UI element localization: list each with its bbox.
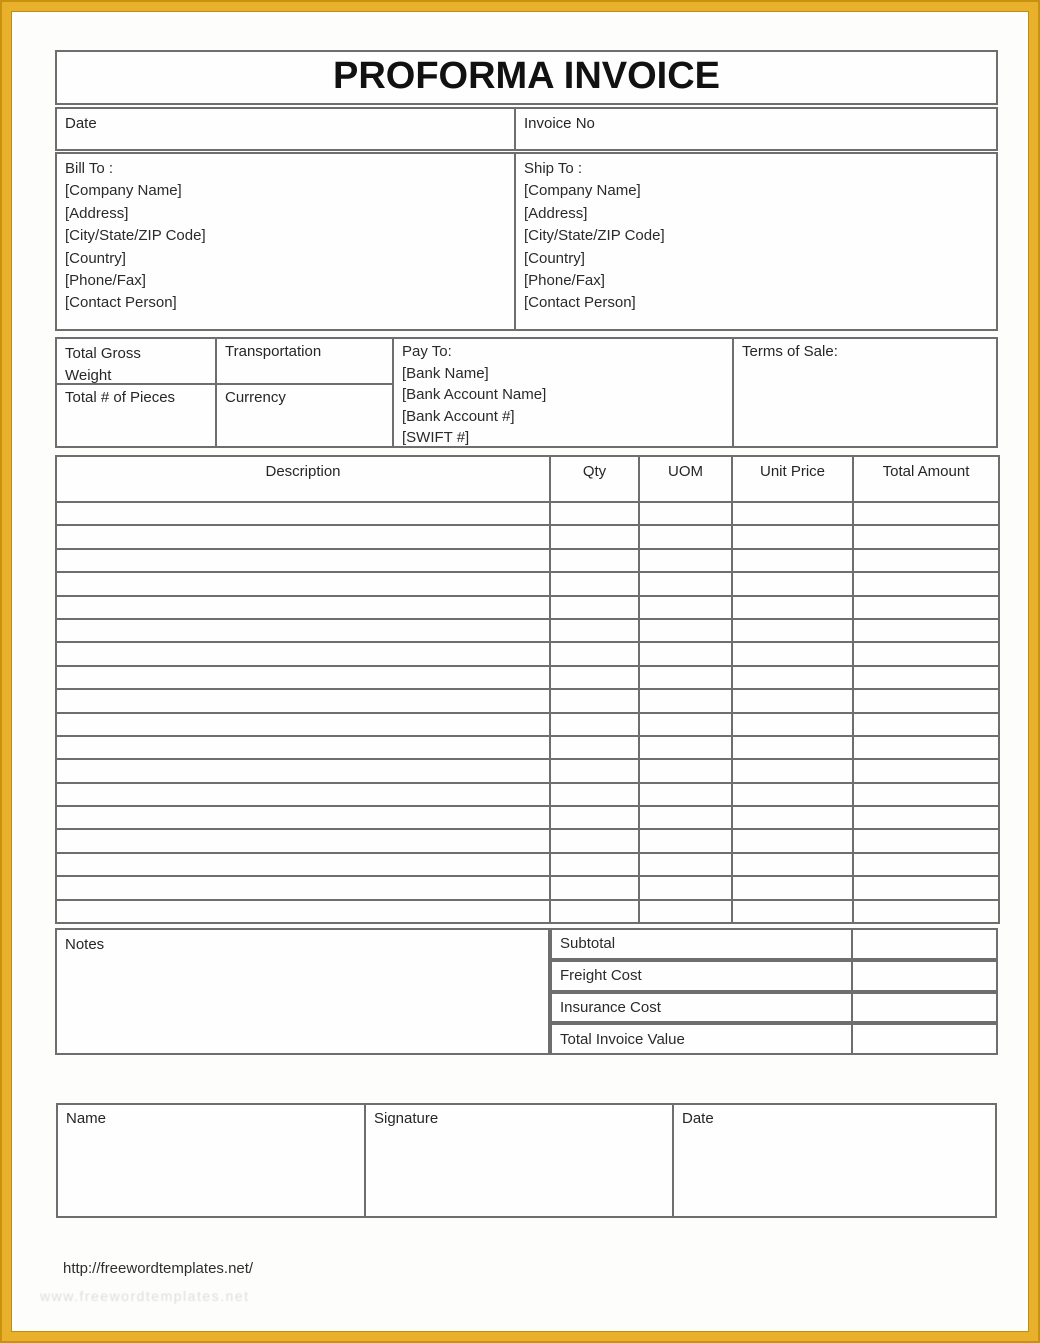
pay-to-block (394, 339, 734, 446)
totals-label: Freight Cost (560, 967, 642, 985)
item-cell (550, 619, 639, 642)
item-cell (56, 759, 550, 782)
item-cell (56, 572, 550, 595)
item-cell (550, 713, 639, 736)
bill-to-line: [Address] (65, 204, 129, 222)
total-gross-weight-label: Total Gross Weight (65, 345, 141, 384)
totals-row (550, 992, 998, 1024)
item-row (56, 876, 999, 899)
column-header-qty: Qty (550, 456, 639, 502)
notes-totals-section (55, 928, 998, 1055)
item-row (56, 783, 999, 806)
ship-to-line: [Address] (524, 204, 588, 222)
item-cell (550, 806, 639, 829)
pay-to-line: [Bank Account Name] (402, 386, 547, 404)
item-cell (550, 783, 639, 806)
item-cell (853, 783, 999, 806)
item-cell (639, 619, 732, 642)
notes-label: Notes (65, 936, 105, 953)
footer-url-link[interactable]: http://freewordtemplates.net/ (63, 1260, 254, 1277)
item-cell (853, 829, 999, 852)
item-cell (639, 689, 732, 712)
item-cell (550, 853, 639, 876)
pay-to-heading: Pay To: (402, 343, 452, 360)
watermark: www.freewordtemplates.net (40, 1288, 250, 1304)
signature-date-field (672, 1103, 997, 1218)
item-cell (639, 596, 732, 619)
item-cell (853, 853, 999, 876)
item-cell (639, 525, 732, 548)
item-cell (550, 759, 639, 782)
item-cell (639, 666, 732, 689)
title-box (55, 50, 998, 105)
ship-to-heading: Ship To : (524, 160, 583, 177)
bill-to-line: [Company Name] (65, 182, 182, 200)
transportation-field (217, 339, 392, 385)
shipment-section (55, 337, 998, 448)
item-cell (550, 666, 639, 689)
item-cell (853, 525, 999, 548)
transportation-label: Transportation (225, 343, 322, 360)
signature-section (56, 1103, 999, 1218)
item-cell (550, 736, 639, 759)
item-cell (550, 876, 639, 899)
total-pieces-field (57, 385, 215, 446)
totals-label: Subtotal (560, 935, 616, 953)
date-field (57, 109, 516, 149)
item-cell (732, 619, 853, 642)
item-row (56, 713, 999, 736)
item-cell (853, 900, 999, 923)
item-cell (56, 596, 550, 619)
ship-to-line: [Company Name] (524, 182, 641, 200)
items-header-row (56, 456, 999, 502)
item-cell (56, 876, 550, 899)
total-gross-weight-field (57, 339, 215, 385)
invoice-no-field (516, 109, 996, 149)
page-title: PROFORMA INVOICE (332, 55, 721, 97)
bill-to-heading: Bill To : (65, 160, 114, 177)
item-cell (639, 502, 732, 525)
item-cell (732, 783, 853, 806)
pay-to-line: [Bank Account #] (402, 407, 515, 425)
signature-label: Signature (374, 1110, 439, 1127)
item-cell (639, 549, 732, 572)
item-cell (732, 689, 853, 712)
item-cell (56, 783, 550, 806)
item-cell (56, 525, 550, 548)
signature-field (364, 1103, 674, 1218)
item-cell (639, 736, 732, 759)
item-cell (732, 900, 853, 923)
item-cell (56, 666, 550, 689)
currency-field (217, 385, 392, 446)
item-cell (550, 502, 639, 525)
terms-of-sale-label: Terms of Sale: (742, 343, 838, 360)
item-row (56, 806, 999, 829)
pay-to-line: [SWIFT #] (402, 429, 470, 447)
item-cell (639, 806, 732, 829)
item-row (56, 900, 999, 923)
item-row (56, 666, 999, 689)
item-cell (56, 713, 550, 736)
item-cell (56, 502, 550, 525)
item-cell (732, 759, 853, 782)
totals-value-cell (851, 994, 996, 1022)
pay-to-lines (402, 363, 724, 449)
item-cell (853, 619, 999, 642)
item-cell (732, 502, 853, 525)
item-cell (853, 572, 999, 595)
totals-value-cell (851, 962, 996, 990)
ship-to-line: [Country] (524, 249, 585, 267)
item-cell (56, 619, 550, 642)
item-cell (853, 666, 999, 689)
item-row (56, 829, 999, 852)
item-row (56, 853, 999, 876)
currency-label: Currency (225, 389, 286, 406)
item-row (56, 619, 999, 642)
item-cell (56, 853, 550, 876)
bill-to-line: [Phone/Fax] (65, 272, 146, 290)
totals-label: Total Invoice Value (560, 1030, 685, 1048)
item-cell (56, 642, 550, 665)
totals-value-cell (851, 1025, 996, 1053)
totals-row (550, 928, 998, 960)
item-cell (732, 572, 853, 595)
totals-row (550, 1023, 998, 1055)
item-cell (853, 876, 999, 899)
ship-to-block (516, 154, 996, 329)
item-cell (550, 689, 639, 712)
item-row (56, 525, 999, 548)
item-cell (639, 572, 732, 595)
item-row (56, 596, 999, 619)
item-cell (853, 736, 999, 759)
item-cell (853, 713, 999, 736)
item-cell (550, 525, 639, 548)
totals-label: Insurance Cost (560, 998, 661, 1016)
item-cell (550, 596, 639, 619)
bill-to-block (57, 154, 516, 329)
item-cell (732, 713, 853, 736)
item-cell (853, 806, 999, 829)
document-page (12, 12, 1028, 1331)
item-cell (853, 596, 999, 619)
item-cell (550, 549, 639, 572)
name-label: Name (66, 1110, 107, 1127)
item-row (56, 549, 999, 572)
bill-to-lines (65, 180, 506, 314)
bill-ship-section (55, 152, 998, 331)
bill-to-line: [Country] (65, 249, 126, 267)
item-cell (550, 900, 639, 923)
item-cell (550, 642, 639, 665)
totals-row (550, 960, 998, 992)
item-row (56, 736, 999, 759)
item-cell (639, 900, 732, 923)
item-row (56, 642, 999, 665)
item-cell (639, 783, 732, 806)
item-cell (853, 549, 999, 572)
item-cell (56, 829, 550, 852)
terms-of-sale-field (734, 339, 996, 446)
item-cell (732, 549, 853, 572)
item-cell (732, 853, 853, 876)
shipment-col-weights (57, 339, 217, 446)
notes-field (55, 928, 550, 1055)
item-row (56, 572, 999, 595)
item-cell (853, 502, 999, 525)
bill-to-line: [Contact Person] (65, 294, 177, 312)
items-table (55, 455, 1000, 924)
item-cell (732, 525, 853, 548)
item-cell (732, 736, 853, 759)
bill-to-line: [City/State/ZIP Code] (65, 227, 206, 245)
item-cell (732, 829, 853, 852)
column-header-total-amount: Total Amount (853, 456, 999, 502)
item-cell (732, 596, 853, 619)
item-cell (639, 759, 732, 782)
item-cell (639, 642, 732, 665)
totals-block (550, 928, 998, 1055)
item-cell (550, 829, 639, 852)
column-header-unit-price: Unit Price (732, 456, 853, 502)
date-invoice-row (55, 107, 998, 151)
item-cell (853, 689, 999, 712)
pay-to-line: [Bank Name] (402, 364, 489, 382)
date-label: Date (65, 115, 97, 132)
ship-to-line: [Contact Person] (524, 294, 636, 312)
ship-to-line: [City/State/ZIP Code] (524, 227, 665, 245)
item-cell (639, 876, 732, 899)
item-cell (639, 713, 732, 736)
item-cell (56, 736, 550, 759)
item-cell (853, 642, 999, 665)
name-field (56, 1103, 366, 1218)
item-cell (732, 876, 853, 899)
totals-value-cell (851, 930, 996, 958)
column-header-uom: UOM (639, 456, 732, 502)
item-cell (853, 759, 999, 782)
item-cell (56, 549, 550, 572)
column-header-description: Description (56, 456, 550, 502)
total-pieces-label: Total # of Pieces (65, 389, 176, 406)
item-row (56, 759, 999, 782)
invoice-no-label: Invoice No (524, 115, 595, 132)
signature-date-label: Date (682, 1110, 714, 1127)
item-cell (550, 572, 639, 595)
item-cell (56, 689, 550, 712)
item-cell (732, 666, 853, 689)
item-cell (56, 900, 550, 923)
ship-to-lines (524, 180, 988, 314)
items-table-wrap (55, 455, 998, 924)
ship-to-line: [Phone/Fax] (524, 272, 605, 290)
item-cell (56, 806, 550, 829)
item-cell (732, 806, 853, 829)
item-row (56, 502, 999, 525)
item-cell (732, 642, 853, 665)
item-cell (639, 853, 732, 876)
items-body (56, 502, 999, 923)
shipment-col-transport (217, 339, 394, 446)
item-row (56, 689, 999, 712)
item-cell (639, 829, 732, 852)
